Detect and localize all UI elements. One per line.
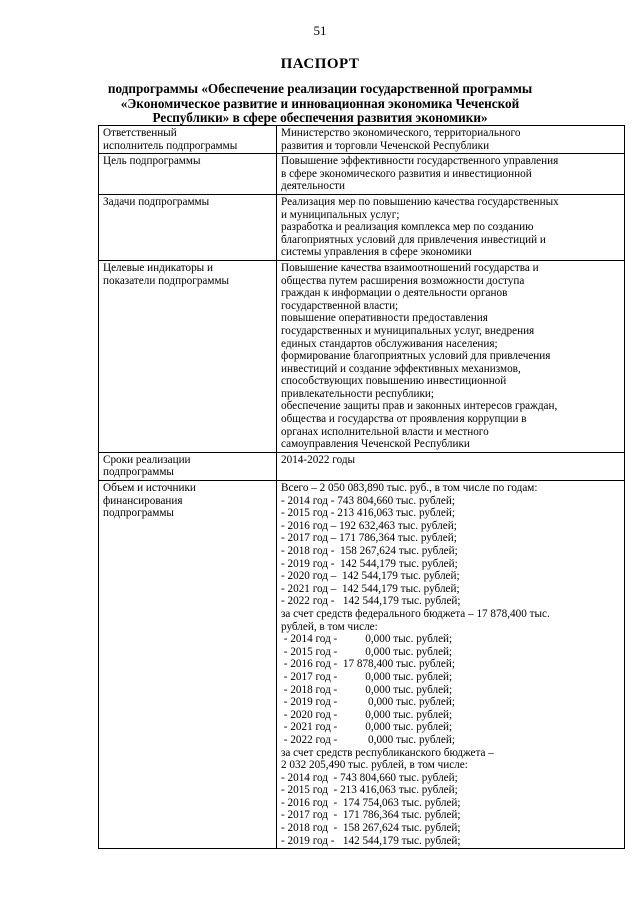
row-value-line: государственных и муниципальных услуг, внедрения xyxy=(281,324,535,337)
row-value-line: рублей, в том числе: xyxy=(281,620,378,633)
row-value-line: - 2022 год - 142 544,179 тыс. рублей; xyxy=(281,595,461,608)
row-value-cell xyxy=(277,194,625,260)
row-value-line: 2014-2022 годы xyxy=(281,453,356,466)
row-value-line: Реализация мер по повышению качества государственных xyxy=(281,195,559,208)
row-value-line: системы управления в сфере экономики xyxy=(281,246,472,259)
row-value-cell xyxy=(277,154,625,195)
row-value-line: - 2021 год – 142 544,179 тыс. рублей; xyxy=(281,582,460,595)
page-number: 51 xyxy=(313,23,327,38)
row-value-line: и муниципальных услуг; xyxy=(281,208,400,221)
row-label-line: Задачи подпрограммы xyxy=(103,195,210,208)
row-value-line: - 2017 год - 171 786,364 тыс. рублей; xyxy=(281,809,461,822)
row-value-line: Повышение качества взаимоотношений государства и xyxy=(281,261,539,274)
row-value-line: способствующих повышению инвестиционной xyxy=(281,375,507,388)
table-row xyxy=(99,481,625,849)
row-label-line: показатели подпрограммы xyxy=(103,274,230,287)
row-label-line: подпрограммы xyxy=(103,466,174,479)
row-value-cell xyxy=(277,452,625,480)
row-value-line: общества и государства от проявления коррупции в xyxy=(281,413,527,426)
row-value-line: деятельности xyxy=(281,180,346,193)
row-value-line: повышение оперативности предоставления xyxy=(281,312,488,325)
row-value-line: благоприятных условий для привлечения инвестиций и xyxy=(281,233,546,246)
row-label-line: Ответственный xyxy=(103,127,177,139)
row-label-cell xyxy=(99,154,277,195)
row-value-line: формирование благоприятных условий для привлечения xyxy=(281,350,551,363)
row-value-line: 2 032 205,490 тыс. рублей, в том числе: xyxy=(281,759,468,772)
row-value-line: - 2020 год - 0,000 тыс. рублей; xyxy=(281,708,453,721)
row-value-line: - 2014 год - 743 804,660 тыс. рублей; xyxy=(281,494,455,507)
row-value-cell xyxy=(277,126,625,154)
row-label-line: Цель подпрограммы xyxy=(103,155,201,168)
row-value-line: - 2017 год – 171 786,364 тыс. рублей; xyxy=(281,532,457,545)
row-label-line: исполнитель подпрограммы xyxy=(103,139,238,152)
row-label-line: Целевые индикаторы и xyxy=(103,261,213,274)
passport-table xyxy=(98,125,625,849)
row-value-line: развития и торговли Чеченской Республики xyxy=(281,139,490,152)
row-value-line: - 2014 год - 0,000 тыс. рублей; xyxy=(281,633,453,646)
row-label-line: подпрограммы xyxy=(103,507,174,520)
row-value-line: в сфере экономического развития и инвестиционной xyxy=(281,167,532,180)
row-value-line: Министерство экономического, территориального xyxy=(281,127,521,139)
row-value-line: органах исполнительной власти и местного xyxy=(281,425,489,438)
row-value-line: обеспечение защиты прав и законных интересов граждан, xyxy=(281,400,558,413)
row-value-line: Всего – 2 050 083,890 тыс. руб., в том числе по годам: xyxy=(281,482,538,495)
row-value-line: Повышение эффективности государственного управления xyxy=(281,155,559,168)
row-label-cell xyxy=(99,126,277,154)
row-label-line: Объем и источники xyxy=(103,482,196,495)
row-value-line: - 2015 год - 0,000 тыс. рублей; xyxy=(281,645,453,658)
row-value-line: - 2017 год - 0,000 тыс. рублей; xyxy=(281,670,453,683)
table-row xyxy=(99,452,625,480)
row-value-line: - 2021 год - 0,000 тыс. рублей; xyxy=(281,721,453,734)
subtitle-line: «Экономическое развитие и инновационная экономика Чеченской xyxy=(120,95,520,111)
subtitle-line: Республики» в сфере обеспечения развития экономики» xyxy=(152,110,488,125)
row-value-cell xyxy=(277,260,625,452)
row-value-line: - 2020 год – 142 544,179 тыс. рублей; xyxy=(281,570,460,583)
table-row xyxy=(99,154,625,195)
table-row xyxy=(99,126,625,154)
row-value-line: граждан к информации о деятельности органов xyxy=(281,287,508,300)
row-value-line: - 2015 год - 213 416,063 тыс. рублей; xyxy=(281,784,458,797)
row-value-line: - 2014 год - 743 804,660 тыс. рублей; xyxy=(281,771,458,784)
row-value-line: - 2016 год – 192 632,463 тыс. рублей; xyxy=(281,519,457,532)
row-value-line: общества путем расширения возможности доступа xyxy=(281,274,525,287)
document-title: ПАСПОРТ xyxy=(280,56,360,72)
row-value-cell xyxy=(277,481,625,849)
row-value-line: государственной власти; xyxy=(281,299,399,312)
row-label-cell xyxy=(99,452,277,480)
row-value-line: привлекательности республики; xyxy=(281,387,434,400)
row-value-line: - 2016 год - 17 878,400 тыс. рублей; xyxy=(281,658,455,671)
subtitle-line: подпрограммы «Обеспечение реализации государственной программы xyxy=(107,81,533,96)
row-value-line: - 2018 год - 158 267,624 тыс. рублей; xyxy=(281,545,458,557)
row-value-line: самоуправления Чеченской Республики xyxy=(281,438,470,451)
row-value-line: инвестиций и создание эффективных механизмов, xyxy=(281,362,521,375)
row-label-cell xyxy=(99,260,277,452)
row-label-cell xyxy=(99,194,277,260)
row-label-line: финансирования xyxy=(103,494,183,507)
row-label-cell xyxy=(99,481,277,849)
row-value-line: - 2022 год - 0,000 тыс. рублей; xyxy=(281,733,455,746)
document-subtitle xyxy=(98,82,542,126)
row-value-line: разработка и реализация комплекса мер по созданию xyxy=(281,221,534,234)
row-value-line: единых стандартов обслуживания населения; xyxy=(281,337,498,350)
row-value-line: - 2019 год - 0,000 тыс. рублей; xyxy=(281,696,455,709)
row-value-line: - 2016 год - 174 754,063 тыс. рублей; xyxy=(281,796,461,809)
row-value-line: - 2019 год - 142 544,179 тыс. рублей; xyxy=(281,557,458,570)
row-value-line: - 2019 год - 142 544,179 тыс. рублей; xyxy=(281,834,461,847)
row-value-line: - 2018 год - 158 267,624 тыс. рублей; xyxy=(281,822,461,835)
row-value-line: за счет средств федерального бюджета – 17 878,400 тыс. xyxy=(281,607,550,620)
row-value-line: - 2015 год - 213 416,063 тыс. рублей; xyxy=(281,507,455,520)
table-row xyxy=(99,194,625,260)
row-value-line: за счет средств республиканского бюджета – xyxy=(281,746,494,759)
row-label-line: Сроки реализации xyxy=(103,453,191,466)
row-value-line: - 2018 год - 0,000 тыс. рублей; xyxy=(281,683,453,696)
table-row xyxy=(99,260,625,452)
